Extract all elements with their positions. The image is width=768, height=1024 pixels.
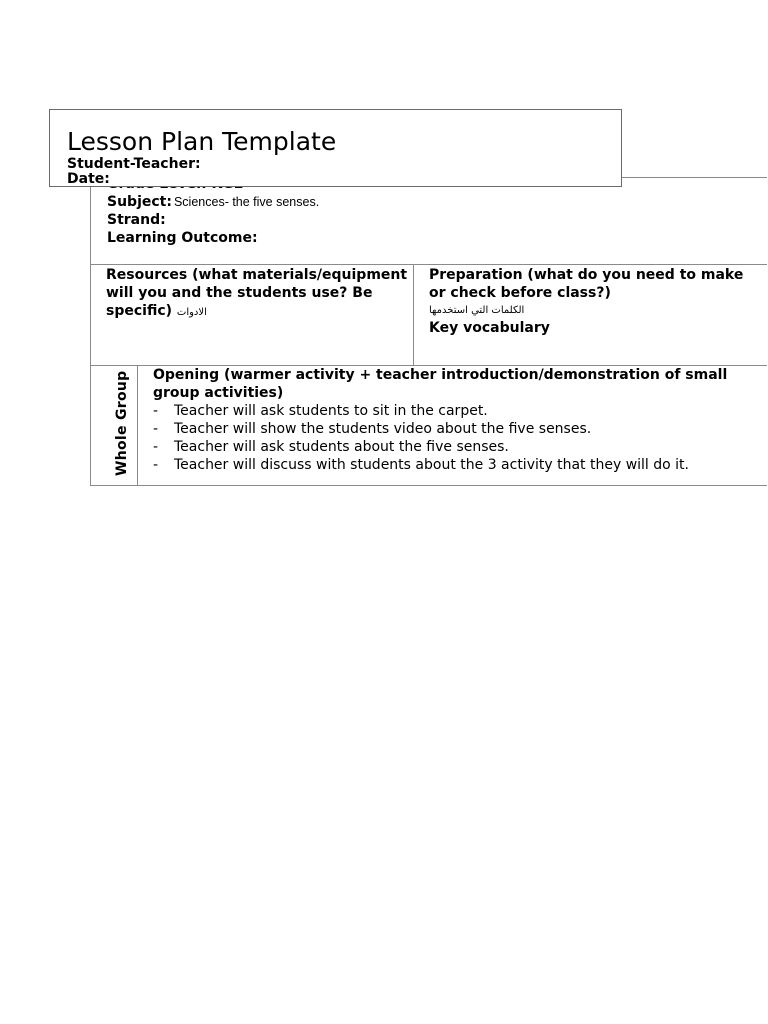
preparation-heading-line2: or check before class?) bbox=[429, 285, 611, 301]
resources-preparation-row bbox=[90, 265, 767, 366]
lesson-info-box bbox=[90, 177, 767, 265]
header-box bbox=[49, 109, 622, 187]
bullet-dash: - bbox=[153, 439, 159, 455]
page-title: Lesson Plan Template bbox=[67, 127, 337, 156]
student-teacher-label: Student-Teacher: bbox=[67, 156, 201, 172]
key-vocabulary-label: Key vocabulary bbox=[429, 320, 550, 336]
activity-item bbox=[153, 438, 763, 456]
learning-outcome-label: Learning Outcome: bbox=[107, 230, 258, 246]
opening-content bbox=[153, 366, 763, 474]
subject-value: Sciences- the five senses. bbox=[173, 195, 320, 209]
preparation-cell bbox=[414, 265, 768, 365]
subject-line bbox=[107, 193, 767, 211]
activity-text: Teacher will discuss with students about the 3 activity that they will do it. bbox=[174, 457, 689, 473]
subject-label: Subject: bbox=[107, 194, 172, 210]
activity-text: Teacher will ask students about the five senses. bbox=[174, 439, 509, 455]
preparation-heading-line1: Preparation (what do you need to make bbox=[429, 267, 744, 283]
bullet-dash: - bbox=[153, 457, 159, 473]
resources-heading-line2: will you and the students use? Be bbox=[106, 285, 373, 301]
opening-heading-line2: group activities) bbox=[153, 385, 284, 401]
preparation-arabic-note: الكلمات التي استخدمها bbox=[429, 305, 525, 316]
resources-heading-line3 bbox=[106, 302, 413, 322]
whole-group-label: Whole Group bbox=[114, 370, 130, 476]
activity-item bbox=[153, 456, 763, 474]
strand-label: Strand: bbox=[107, 212, 166, 228]
whole-group-side-cell bbox=[91, 366, 138, 485]
resources-cell bbox=[91, 265, 414, 365]
bullet-dash: - bbox=[153, 403, 159, 419]
bullet-dash: - bbox=[153, 421, 159, 437]
whole-group-row bbox=[90, 366, 767, 486]
resources-heading-specific: specific) bbox=[106, 303, 173, 319]
activity-text: Teacher will show the students video about the five senses. bbox=[174, 421, 592, 437]
activity-item bbox=[153, 420, 763, 438]
resources-arabic-note: الادوات bbox=[176, 307, 207, 318]
opening-heading-line1: Opening (warmer activity + teacher introduction/demonstration of small bbox=[153, 367, 728, 383]
activity-text: Teacher will ask students to sit in the carpet. bbox=[174, 403, 488, 419]
activity-item bbox=[153, 402, 763, 420]
resources-heading-line1: Resources (what materials/equipment bbox=[106, 267, 408, 283]
date-label: Date: bbox=[67, 171, 110, 187]
